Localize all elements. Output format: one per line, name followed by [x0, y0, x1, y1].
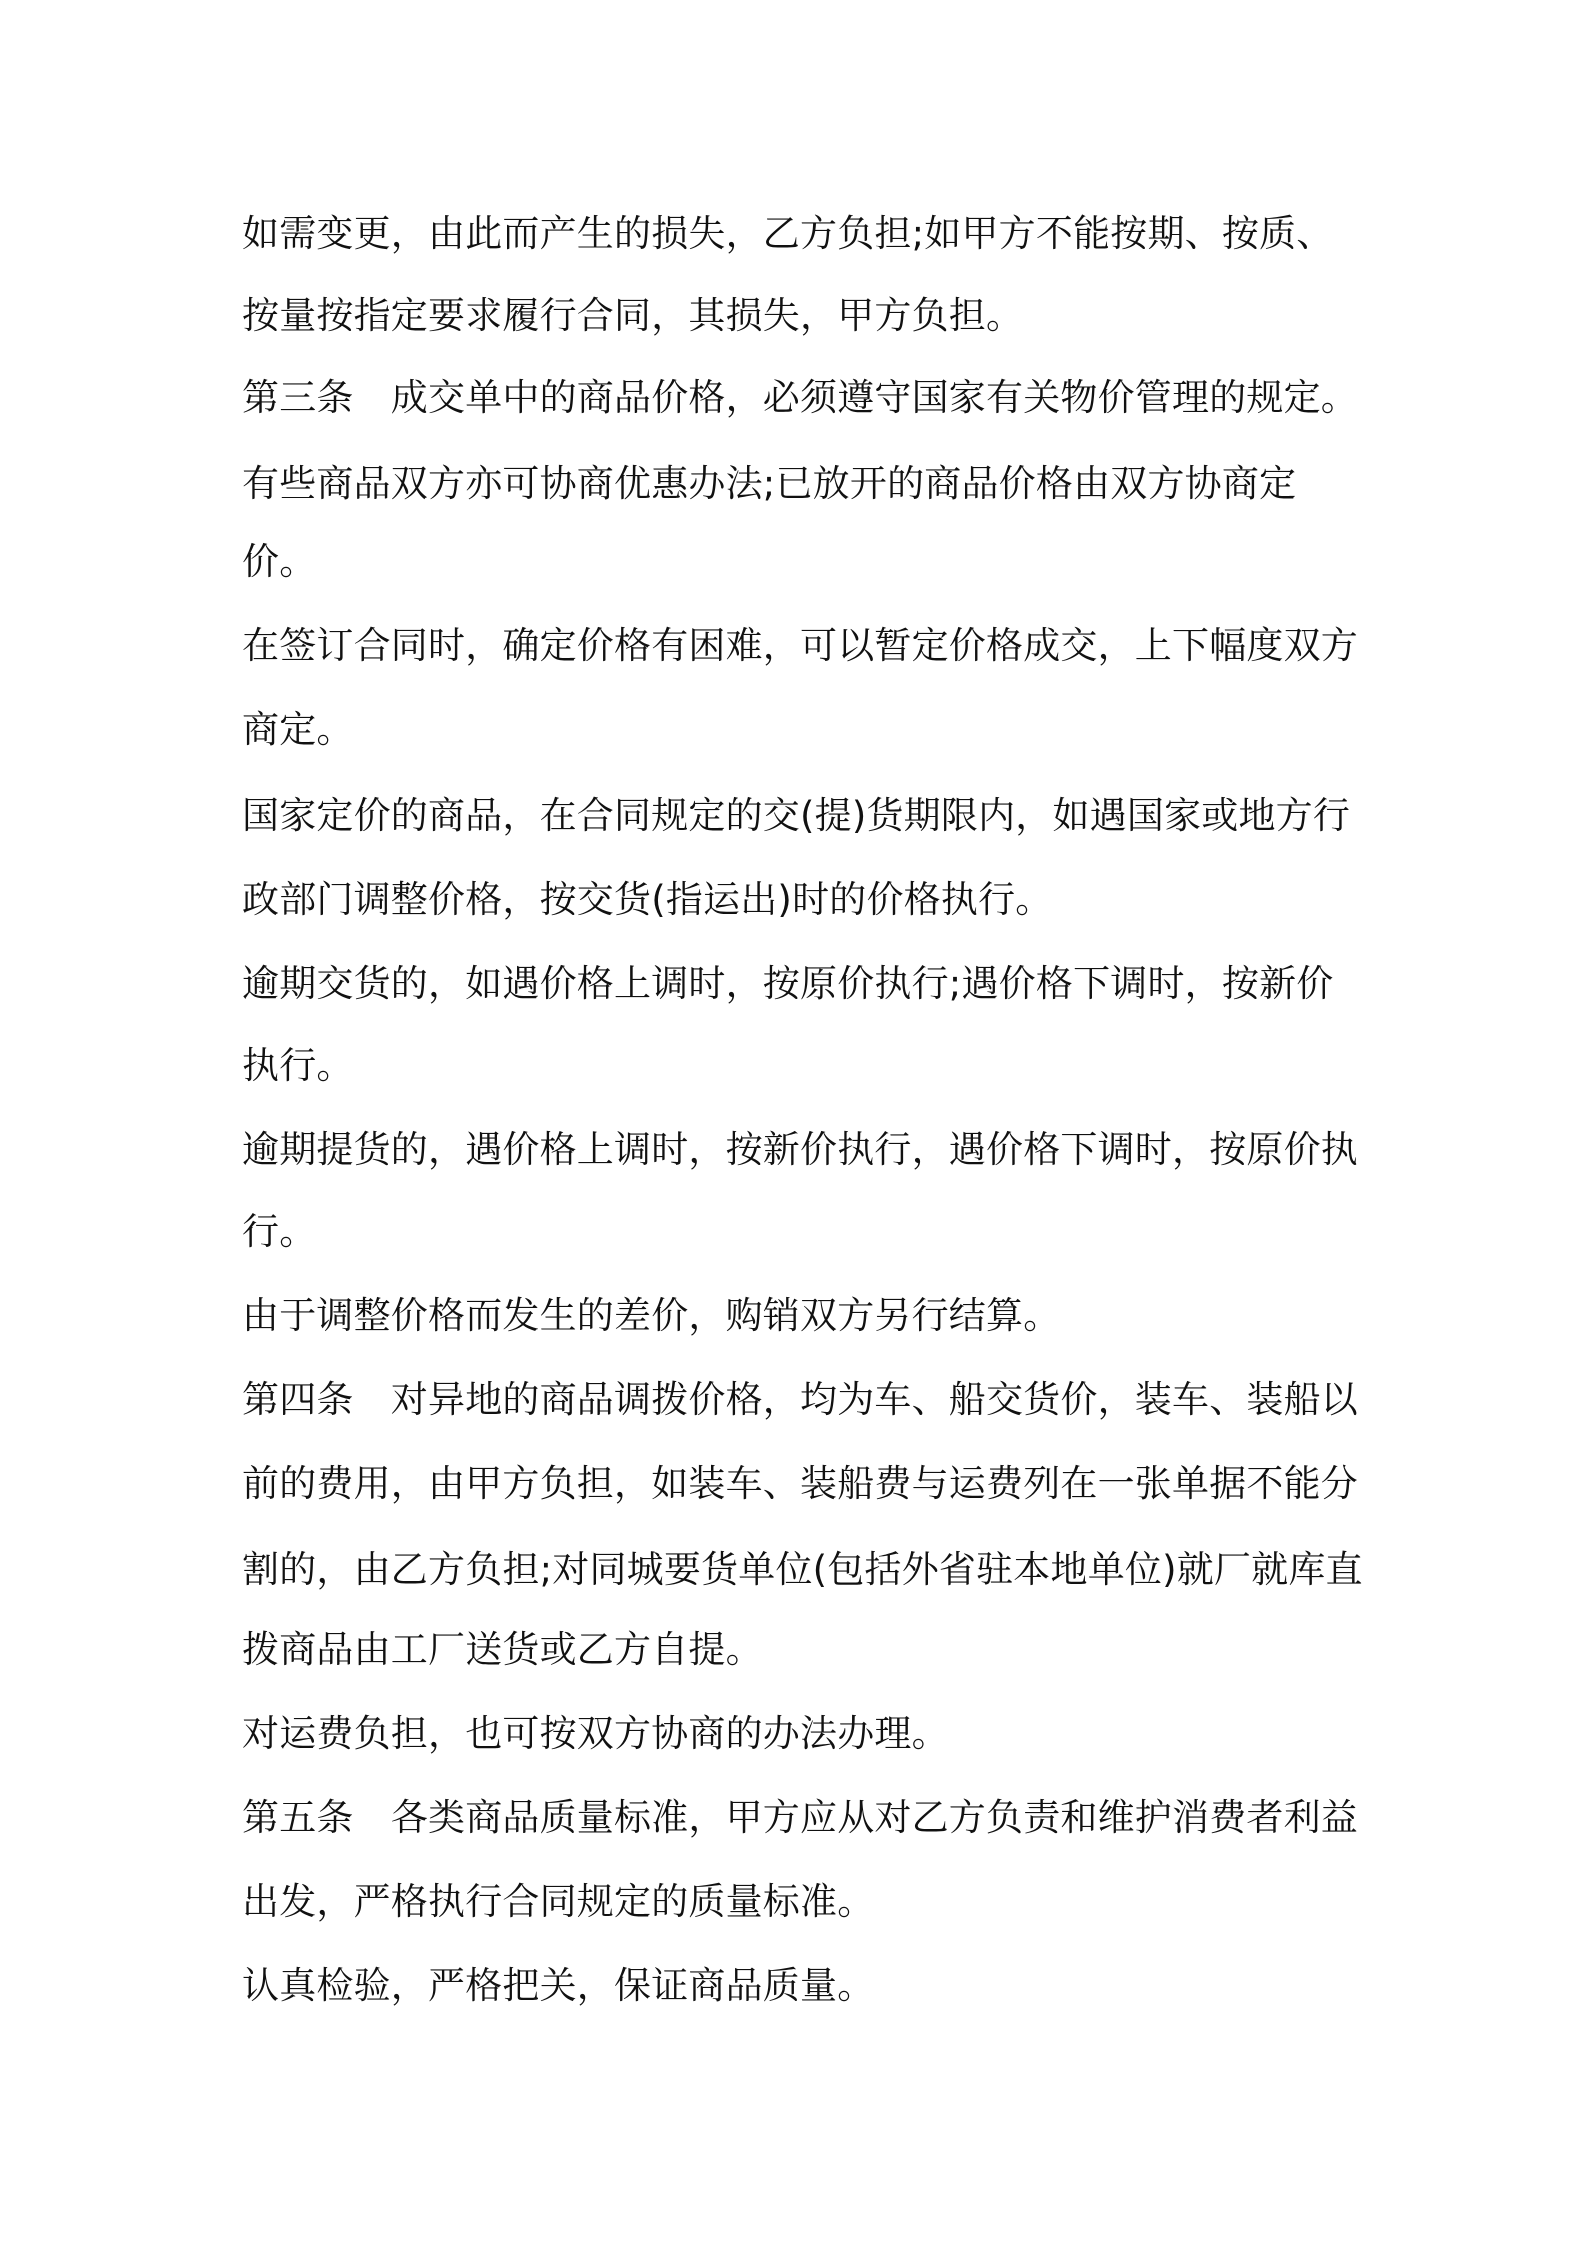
- text-line: 第五条 各类商品质量标准，甲方应从对乙方负责和维护消费者利益: [242, 1796, 1358, 1839]
- text-line: 第四条 对异地的商品调拨价格，均为车、船交货价，装车、装船以: [242, 1378, 1358, 1421]
- text-line: 执行。: [242, 1044, 354, 1087]
- text-line: 前的费用，由甲方负担，如装车、装船费与运费列在一张单据不能分: [242, 1462, 1358, 1505]
- text-line: 割的，由乙方负担;对同城要货单位(包括外省驻本地单位)就厂就库直: [242, 1548, 1363, 1591]
- text-line: 政部门调整价格，按交货(指运出)时的价格执行。: [242, 878, 1053, 921]
- text-line: 商定。: [242, 708, 354, 751]
- text-line: 认真检验，严格把关，保证商品质量。: [242, 1964, 875, 2007]
- text-line: 有些商品双方亦可协商优惠办法;已放开的商品价格由双方协商定: [242, 462, 1297, 505]
- text-line: 按量按指定要求履行合同，其损失，甲方负担。: [242, 294, 1024, 337]
- text-line: 价。: [242, 540, 317, 583]
- text-line: 第三条 成交单中的商品价格，必须遵守国家有关物价管理的规定。: [242, 376, 1358, 419]
- text-line: 逾期交货的，如遇价格上调时，按原价执行;遇价格下调时，按新价: [242, 962, 1334, 1005]
- text-line: 拨商品由工厂送货或乙方自提。: [242, 1628, 763, 1671]
- text-line: 在签订合同时，确定价格有困难，可以暂定价格成交，上下幅度双方: [242, 624, 1358, 667]
- text-line: 逾期提货的，遇价格上调时，按新价执行，遇价格下调时，按原价执: [242, 1128, 1358, 1171]
- text-line: 对运费负担，也可按双方协商的办法办理。: [242, 1712, 949, 1755]
- text-line: 如需变更，由此而产生的损失，乙方负担;如甲方不能按期、按质、: [242, 212, 1334, 255]
- text-line: 由于调整价格而发生的差价，购销双方另行结算。: [242, 1294, 1061, 1337]
- text-line: 国家定价的商品，在合同规定的交(提)货期限内，如遇国家或地方行: [242, 794, 1351, 837]
- text-line: 行。: [242, 1210, 317, 1253]
- text-line: 出发，严格执行合同规定的质量标准。: [242, 1880, 875, 1923]
